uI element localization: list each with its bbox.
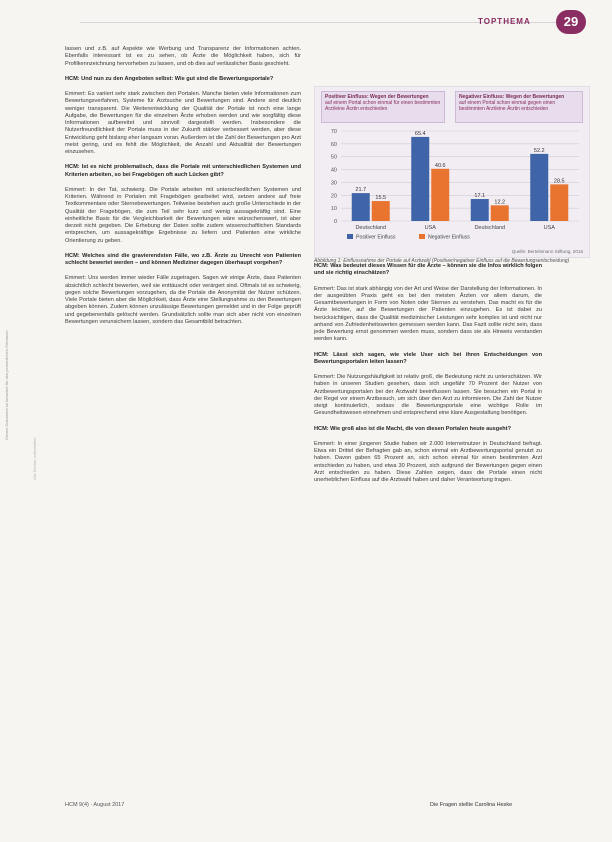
bar-value-label: 15.5 [375, 195, 387, 202]
y-tick-label: 40 [330, 167, 337, 174]
y-tick-label: 50 [330, 154, 337, 161]
chart-source: Quelle: Bertelsmann Stiftung, 2015 [511, 249, 583, 254]
interview-question: HCM: Und nun zu den Angeboten selbst: Wie gut sind die Bewertungsportale? [65, 75, 274, 82]
bar-value-label: 21.7 [355, 187, 367, 194]
legend-swatch [347, 234, 353, 239]
section-tag: TOPTHEMA [478, 17, 531, 26]
bar-positive [530, 154, 548, 221]
y-tick-label: 20 [330, 193, 337, 200]
chart-legend-positive [321, 91, 445, 123]
side-license-note: Dieses Dokument ist lizenziert für den persönlichen Gebrauch [4, 330, 9, 440]
x-category-label: USA [543, 225, 555, 231]
bar-positive [471, 199, 489, 221]
x-category-label: USA [424, 225, 436, 231]
interview-answer: Emmert: Es variiert sehr stark zwischen den Portalen. Manche bieten viele Informationen zum Bewertungsverfahren, Systeme für Arztsuche und Bewertungen sind. Andere sind deutlich weniger transparent. Die Weiterentwicklung der Qualität der Portale ist noch eine lange Aufgabe, die Bewertungen für die einzelnen Ärzte erhoben werden und wie sorgfältig diese Informationen aufbereitet und sinnvoll dargestellt werden. Insbesondere die Nutzerfreundlichkeit der Portale muss in der Zukunft stärker verbessert werden, aber diese Entwicklung geht bislang eher langsam voran. Außerdem ist die Zahl der Bewertungen pro Arzt meist gering, und es fehlt die Möglichkeit, die Anzahl und Aktualität der Bewertungen einzusehen. [65, 91, 301, 155]
legend-series-label: Negativer Einfluss [428, 234, 470, 241]
bar-value-label: 28.5 [553, 178, 565, 185]
y-tick-label: 60 [330, 141, 337, 148]
legend-swatch [419, 234, 425, 239]
legend-series-label: Positiver Einfluss [356, 234, 396, 241]
bar-negative [491, 205, 509, 221]
interview-answer: lassen und z.B. auf Aspekte wie Werbung und Transparenz der Informationen achten. Ebenfalls interessant ist es zu sehen, ob Ärzte die Möglichkeit haben, sich für Profilkennzeichnung hervorheben zu lassen, und ob dies auf verlässlicher Basis geschieht. [65, 46, 301, 67]
y-tick-label: 30 [330, 180, 337, 187]
footer-issue: HCM 9(4) · August 2017 [65, 802, 125, 808]
bar-value-label: 52.2 [533, 147, 545, 154]
interview-answer: Emmert: In einer jüngeren Studie haben wir 2.000 Internetnutzer in Deutschland befragt. Etwa ein Drittel der Befragten gab an, schon einmal ein Arztbewertungsportal genutzt zu haben. Davon gaben 65 Prozent an, sich schon einmal für einen bestimmten Arzt entschieden zu haben, und etwa 30 Prozent, sich aufgrund der Bewertungen gegen einen Arzt entschieden zu haben. Diese Zahlen zeigen, dass die Portale einen nicht unerheblichen Einfluss auf die Arztwahl haben und daher Verantwortung tragen. [314, 440, 542, 483]
y-tick-label: 10 [330, 206, 337, 213]
interview-question: HCM: Wie groß also ist die Macht, die von diesen Portalen heute ausgeht? [314, 425, 512, 432]
interview-answer: Emmert: In der Tat, schwierig. Die Portale arbeiten mit unterschiedlichen Systemen und Kriterien. Während in Portalen mit Fragebögen gearbeitet wird, setzen andere auf freie Textkommentare oder Sternebewertungen. Teilweise bestehen auch große Unterschiede in der Qualität der Fragebögen, die zum Teil sehr kurz und wenig aussagekräftig sind. Eine einheitliche Basis für die Vergleichbarkeit der Bewertungen wäre wünschenswert, ist aber derzeit nicht gegeben. Die Erhebung der Daten sollte zudem wissenschaftlichen Standards entsprechen, um aussagekräftige Ergebnisse zu liefern und Patienten eine wirkliche Orientierung zu geben. [65, 186, 301, 244]
legend-negative-text: auf einem Portal schon einmal gegen einen bestimmten Arzt/eine Ärztin entschieden [459, 100, 556, 112]
y-tick-label: 0 [333, 219, 337, 225]
chart-figure [314, 86, 590, 258]
x-category-label: Deutschland [355, 225, 387, 231]
bar-value-label: 40.6 [434, 162, 446, 169]
legend-negative-title: Negativer Einfluss: Wegen der Bewertungen [459, 94, 565, 100]
bar-positive [352, 193, 370, 221]
legend-positive-text: auf einem Portal schon einmal für einen bestimmten Arzt/eine Ärztin entschieden [325, 100, 441, 112]
page-number-badge: 29 [556, 10, 586, 34]
interview-question: HCM: Lässt sich sagen, wie viele User sich bei ihren Entscheidungen von Bewertungsportalen leiten lassen? [314, 351, 542, 365]
bar-value-label: 65.4 [414, 130, 426, 137]
chart-legend-negative [455, 91, 583, 123]
y-tick-label: 70 [330, 129, 337, 135]
bar-negative [431, 169, 449, 221]
interview-answer: Emmert: Die Nutzungshäufigkeit ist relativ groß, die Bedeutung nicht zu unterschätzen. Wir haben in unseren Studien gesehen, dass sich ungefähr 70 Prozent der Nutzer von Arztbewertungsportalen bei der Arztwahl beeinflussen lassen. Sie besuchen ein Portal in der Regel vor einem Arztbesuch, um sich über den Arzt zu informieren. Die Zahl der Nutzer steigt kontinuierlich, sodass die Bewertungsportale eine wichtige Rolle im Gesundheitswesen einnehmen und entsprechend eine klare Ausgestaltung benötigen. [314, 374, 542, 417]
left-column [65, 46, 301, 334]
bar-negative [372, 201, 390, 221]
bar-value-label: 12.2 [494, 199, 506, 206]
interview-question: HCM: Welches sind die gravierendsten Fälle, wo z.B. Ärzte zu Unrecht von Patienten schlecht bewertet werden – und können Mediziner dagegen überhaupt vorgehen? [65, 252, 301, 266]
interview-question: HCM: Was bedeutet dieses Wissen für die Ärzte – können sie die Infos wirklich folgen und sie richtig einschätzen? [314, 263, 542, 277]
chart-caption: Abbildung 1: Einflussnahme der Portale auf Arztwahl (Positiver/negativer Einfluss auf die Bewertungsentscheidung) [314, 258, 570, 264]
interview-signoff: Die Fragen stellte Carolina Heske [430, 802, 513, 808]
right-column [314, 263, 542, 492]
side-rights-note: Alle Rechte vorbehalten [32, 437, 37, 480]
x-category-label: Deutschland [474, 225, 506, 231]
bar-chart [315, 125, 589, 247]
bar-positive [411, 137, 429, 221]
interview-question: HCM: Ist es nicht problematisch, dass die Portale mit unterschiedlichen Systemen und Kriterien arbeiten, so bei Fragebögen oft auch Lücken gibt? [65, 164, 301, 178]
bar-negative [550, 184, 568, 221]
interview-answer: Emmert: Uns werden immer wieder Fälle zugetragen. Sagen wir einige Ärzte, dass Patienten absichtlich schlecht bewerten, weil sie enttäuscht oder verärgert sind. Oftmals ist es schwierig, gegen solche Bewertungen vorzugehen, da die Portale die Anonymität der Nutzer schützen. Viele Portale bieten aber die Möglichkeit, dass Ärzte eine Stellungnahme zu den Bewertungen abgeben können. Zudem können unzulässige Bewertungen gemeldet und in der Folge geprüft und gegebenenfalls gelöscht werden. Grundsätzlich sollte man sich aber nicht von einzelnen Bewertungen verunsichern lassen, sondern das Gesamtbild betrachten. [65, 275, 301, 325]
bar-value-label: 17.1 [474, 193, 486, 200]
interview-answer: Emmert: Das ist stark abhängig von der Art und Weise der Darstellung der Informationen. In der ausgeübten Praxis geht es bei den meisten Ärzten vor allem darum, die Gesamtbewertungen in Form von Noten oder Sternen zu verstehen. Das macht es für die Ärzte leichter, auf die Bewertungen der Patienten einzugehen. Es ist dabei zu berücksichtigen, dass die Qualität medizinischer Leistungen sehr komplex ist und nicht nur anhand von Zufriedenheitswerten gemessen werden kann. Das Fazit sollte nicht sein, dass jede Bewertung ernst genommen werden muss, sondern dass sie als Hinweis verstanden werden kann. [314, 285, 542, 343]
legend-positive-title: Positiver Einfluss: Wegen der Bewertungen [325, 94, 429, 100]
